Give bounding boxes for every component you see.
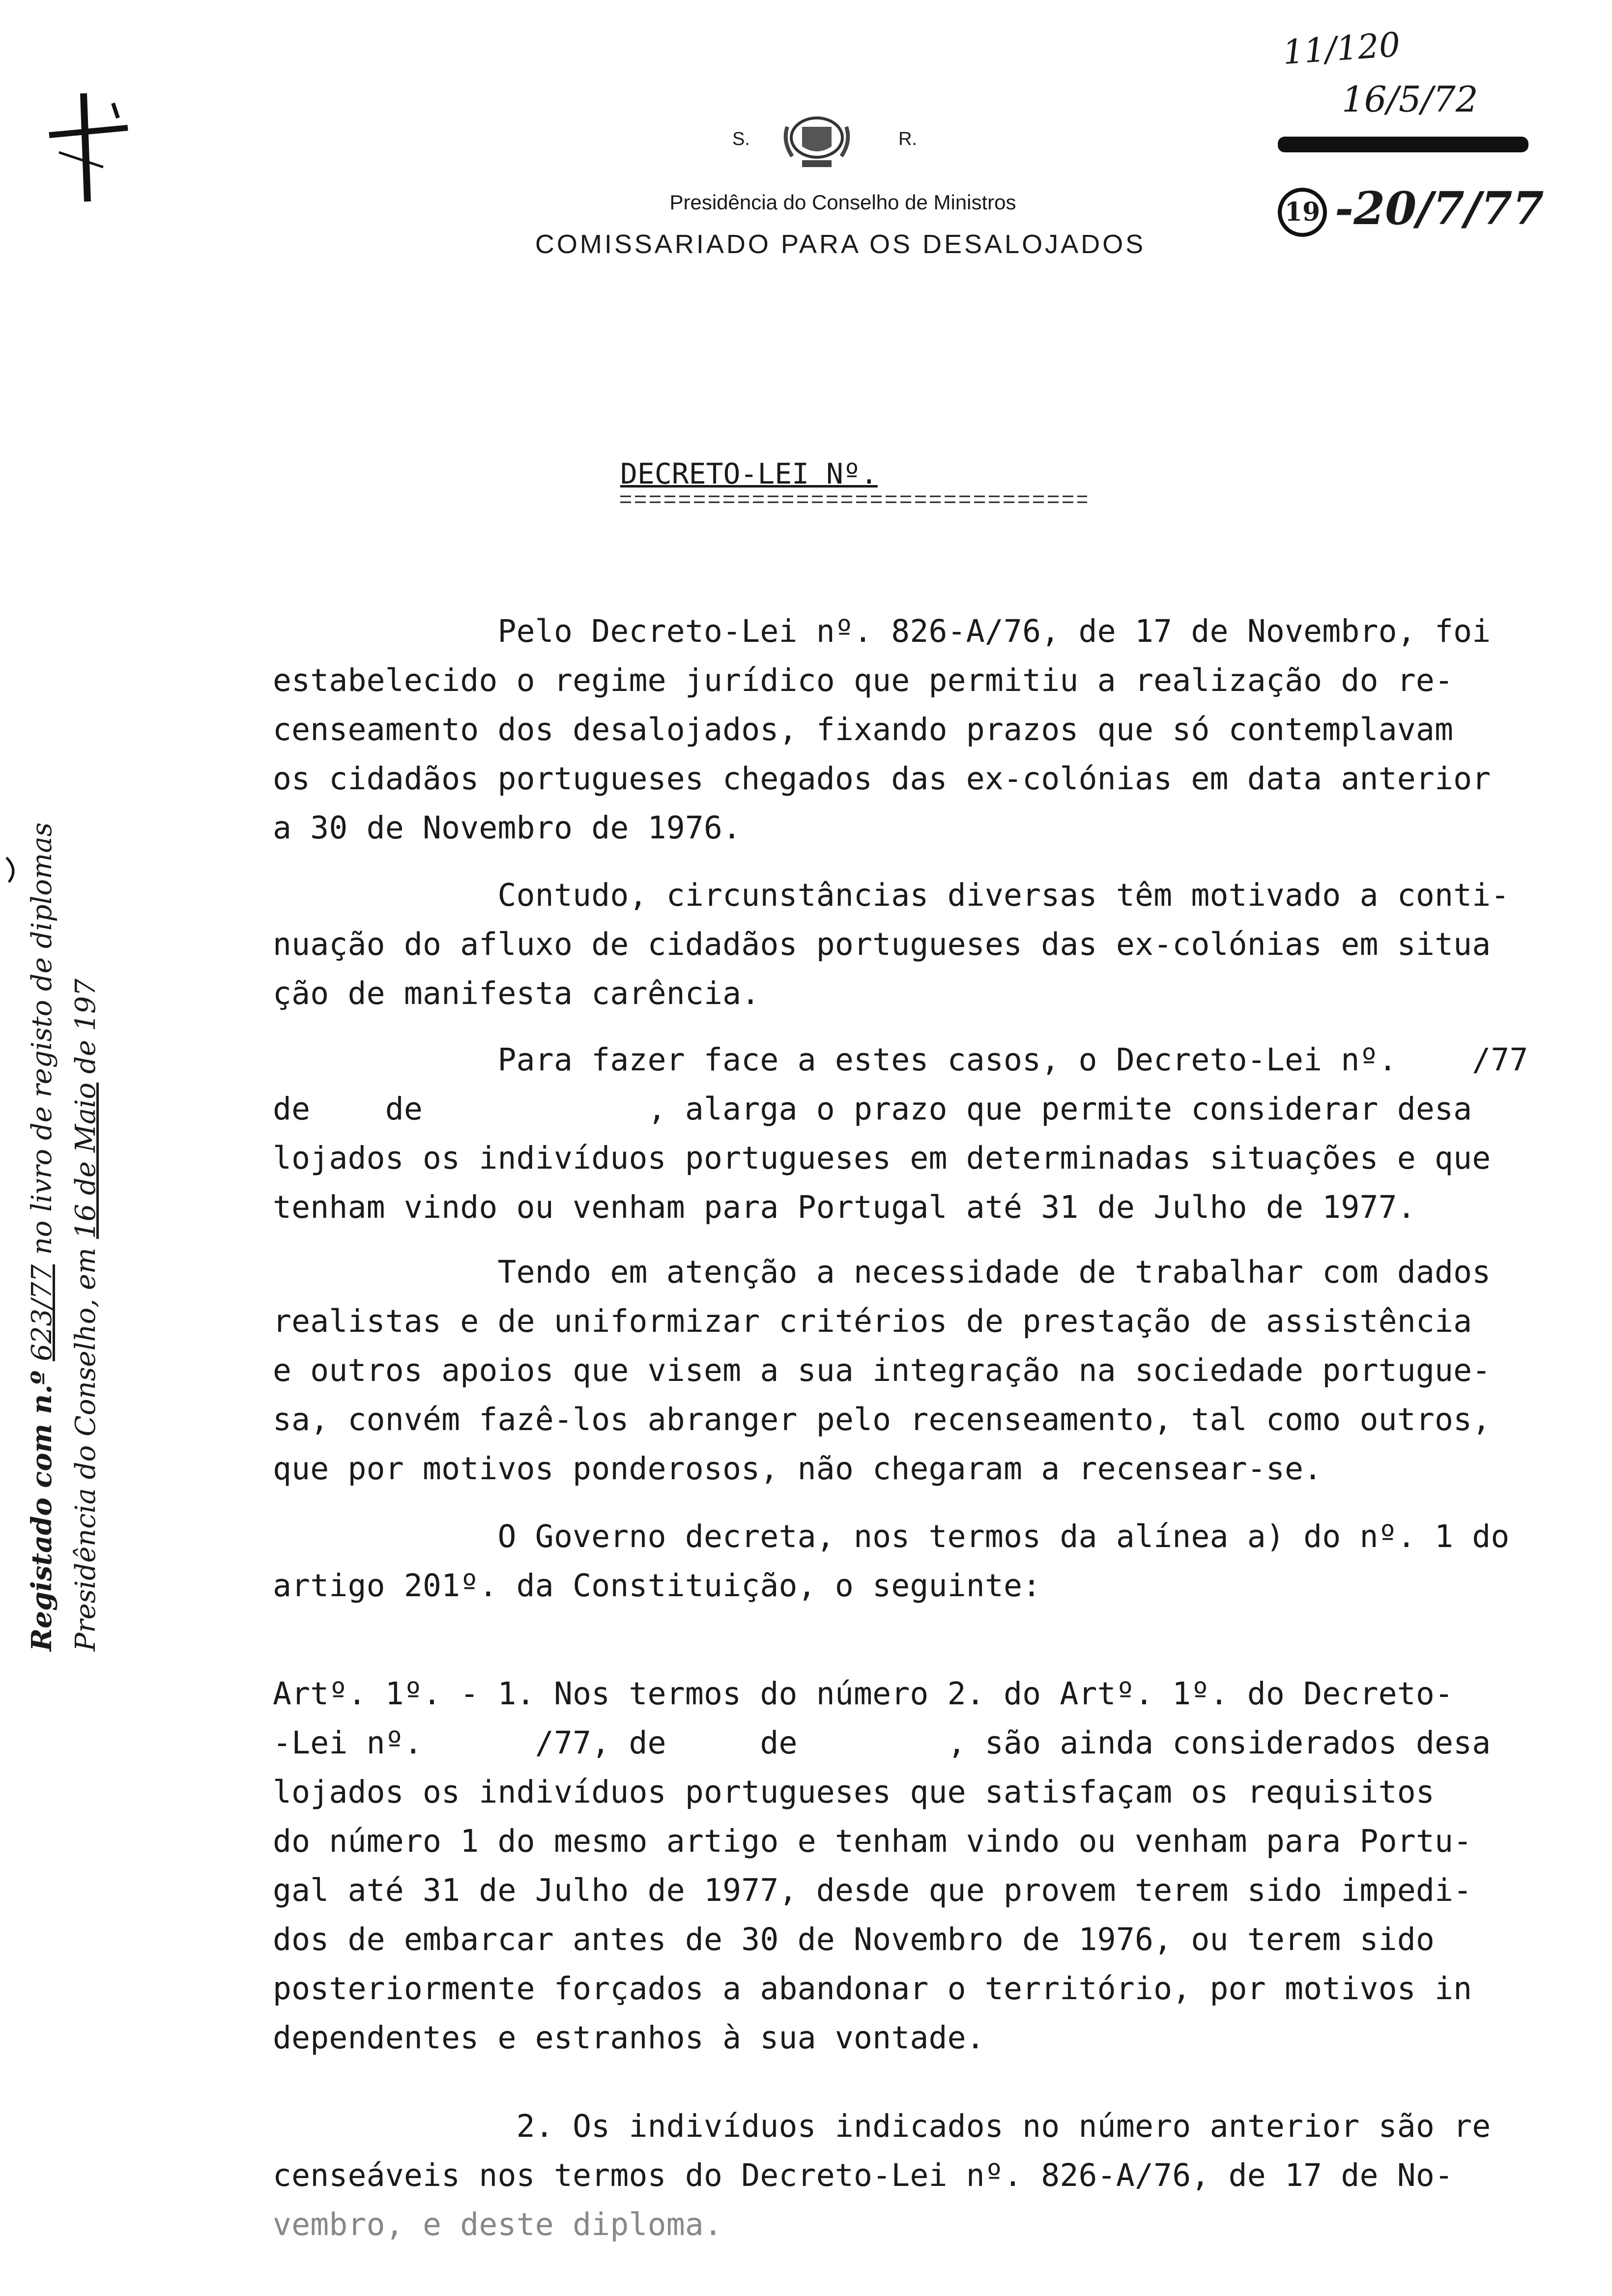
- paragraph-5: [273, 1519, 1510, 1617]
- stamp-handwritten-number: 623/77: [26, 1264, 58, 1361]
- paragraph-line: censeamento dos desalojados, fixando prazos que só contemplavam: [273, 712, 1454, 747]
- coat-of-arms-icon: [773, 107, 861, 171]
- letterhead-s: S.: [732, 129, 750, 149]
- paragraph-line: realistas e de uniformizar critérios de prestação de assistência: [273, 1303, 1472, 1339]
- paragraph-3: [273, 1042, 1528, 1238]
- paragraph-line: Tendo em atenção a necessidade de trabalhar com dados: [273, 1254, 1491, 1290]
- letterhead-r: R.: [898, 129, 917, 149]
- paragraph-line: lojados os indivíduos portugueses que satisfaçam os requisitos: [273, 1774, 1435, 1810]
- paragraph-line: Para fazer face a estes casos, o Decreto-Lei nº. /77: [273, 1042, 1528, 1078]
- paragraph-line: tenham vindo ou venham para Portugal até 31 de Julho de 1977.: [273, 1189, 1416, 1225]
- handwritten-strikethrough: [1278, 132, 1533, 156]
- paragraph-line: lojados os indivíduos portugueses em determinadas situações e que: [273, 1140, 1491, 1176]
- paragraph-line: do número 1 do mesmo artigo e tenham vindo ou venham para Portu-: [273, 1823, 1472, 1859]
- paragraph-line: de de , alarga o prazo que permite considerar desa: [273, 1091, 1472, 1127]
- stamp-line1-suffix: no livro de registo de diplomas: [26, 822, 58, 1255]
- paragraph-line: -Lei nº. /77, de de , são ainda considerados desa: [273, 1725, 1491, 1761]
- paragraph-4: [273, 1254, 1491, 1500]
- paragraph-line: Pelo Decreto-Lei nº. 826-A/76, de 17 de Novembro, foi: [273, 613, 1491, 649]
- paragraph-line: os cidadãos portugueses chegados das ex-colónias em data anterior: [273, 761, 1491, 797]
- paragraph-line: e outros apoios que visem a sua integração na sociedade portugue-: [273, 1352, 1491, 1388]
- stamp-line2-suffix: de 197: [70, 978, 102, 1074]
- article-1-paragraph-1: [273, 1676, 1491, 2069]
- paragraph-line: dependentes e estranhos à sua vontade.: [273, 2020, 985, 2056]
- handwritten-cross-mark: [29, 88, 138, 206]
- paragraph-line: estabelecido o regime jurídico que permitiu a realização do re-: [273, 662, 1454, 698]
- paragraph-line: gal até 31 de Julho de 1977, desde que provem terem sido impedi-: [273, 1872, 1472, 1908]
- title-double-underline: [620, 494, 1087, 505]
- registration-stamp: [26, 822, 102, 1651]
- handwritten-registry: [1278, 182, 1544, 237]
- paragraph-line: vembro, e deste diploma.: [273, 2207, 723, 2242]
- stamp-line2-prefix: Presidência do Conselho, em: [70, 1247, 102, 1651]
- paragraph-line: posteriormente forçados a abandonar o território, por motivos in: [273, 1971, 1472, 2007]
- stamp-line1-prefix: Registado com n.º: [26, 1371, 58, 1651]
- handwritten-registry-date: -20/7/77: [1335, 182, 1544, 235]
- document-title: DECRETO-LEI Nº.: [620, 457, 878, 490]
- paragraph-1: [273, 613, 1491, 859]
- paragraph-line: que por motivos ponderosos, não chegaram a recensear-se.: [273, 1451, 1323, 1487]
- paragraph-line: censeáveis nos termos do Decreto-Lei nº. 826-A/76, de 17 de No-: [273, 2157, 1454, 2193]
- stamp-handwritten-date: 16 de Maio: [70, 1082, 102, 1239]
- paragraph-line: a 30 de Novembro de 1976.: [273, 810, 742, 846]
- handwritten-date: 16/5/72: [1342, 79, 1478, 120]
- article-1-paragraph-2: [273, 2108, 1491, 2256]
- paragraph-line: ção de manifesta carência.: [273, 976, 760, 1011]
- paragraph-line: Artº. 1º. - 1. Nos termos do número 2. do Artº. 1º. do Decreto-: [273, 1676, 1454, 1712]
- paragraph-2: [273, 877, 1510, 1025]
- paragraph-line: sa, convém fazê-los abranger pelo recenseamento, tal como outros,: [273, 1402, 1491, 1437]
- paragraph-line: dos de embarcar antes de 30 de Novembro de 1976, ou terem sido: [273, 1922, 1435, 1957]
- handwritten-circled-number: 19: [1278, 188, 1327, 237]
- paragraph-line: 2. Os indivíduos indicados no número anterior são re: [273, 2108, 1491, 2144]
- paragraph-line: O Governo decreta, nos termos da alínea a) do nº. 1 do: [273, 1519, 1510, 1554]
- margin-tick-mark: [4, 855, 24, 885]
- paragraph-line: nuação do afluxo de cidadãos portugueses das ex-colónias em situa: [273, 926, 1491, 962]
- letterhead-comissariado: COMISSARIADO PARA OS DESALOJADOS: [535, 230, 1146, 259]
- letterhead-presidencia: Presidência do Conselho de Ministros: [669, 191, 1016, 214]
- paragraph-line: artigo 201º. da Constituição, o seguinte:: [273, 1568, 1041, 1604]
- paragraph-line: Contudo, circunstâncias diversas têm motivado a conti-: [273, 877, 1510, 913]
- handwritten-reference: 11/120: [1281, 25, 1402, 73]
